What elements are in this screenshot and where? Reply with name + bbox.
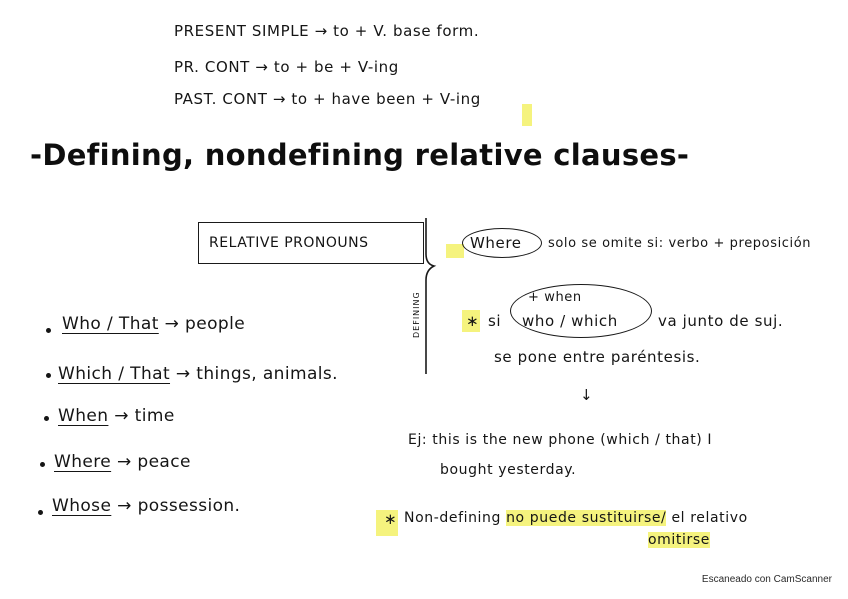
star-icon: ∗ [466,312,480,330]
va-junto-note: va junto de suj. [658,312,784,330]
relative-pronouns-box: RELATIVE PRONOUNS [198,222,424,264]
who-which-text: who / which [522,312,618,330]
present-simple-line: PRESENT SIMPLE → to + V. base form. [174,22,480,40]
page-title: -Defining, nondefining relative clauses- [30,138,690,172]
where-note: solo se omite si: verbo + preposición [548,236,812,251]
list-item: Who / That → people [62,314,246,334]
list-item: When → time [58,406,175,426]
bullet-icon [40,462,45,467]
example-line-2: bought yesterday. [440,462,577,478]
bracket-line [420,214,450,384]
past-cont-line: PAST. CONT → to + have been + V-ing [174,90,481,108]
list-item: Where → peace [54,452,191,472]
bullet-icon [38,510,43,515]
bullet-icon [44,416,49,421]
bullet-icon [46,328,51,333]
list-item: Which / That → things, animals. [58,364,338,384]
parentesis-note: se pone entre paréntesis. [494,348,701,366]
pr-cont-line: PR. CONT → to + be + V-ing [174,58,399,76]
highlight-mark [446,244,464,258]
arrow-down-icon: ↓ [580,386,594,404]
highlight-mark [522,104,532,126]
omitirse-line: omitirse [648,532,710,548]
star-icon: ∗ [384,510,398,528]
si-text: si [488,312,502,330]
plus-when-note: + when [528,290,582,305]
defining-label: DEFINING [412,291,421,338]
bullet-icon [46,373,51,378]
scanner-footer: Escaneado con CamScanner [701,574,832,585]
non-defining-line: Non-defining no puede sustituirse/ el relativo [404,510,748,526]
example-line-1: Ej: this is the new phone (which / that) I [408,432,713,448]
where-word: Where [470,234,522,252]
list-item: Whose → possession. [52,496,241,516]
